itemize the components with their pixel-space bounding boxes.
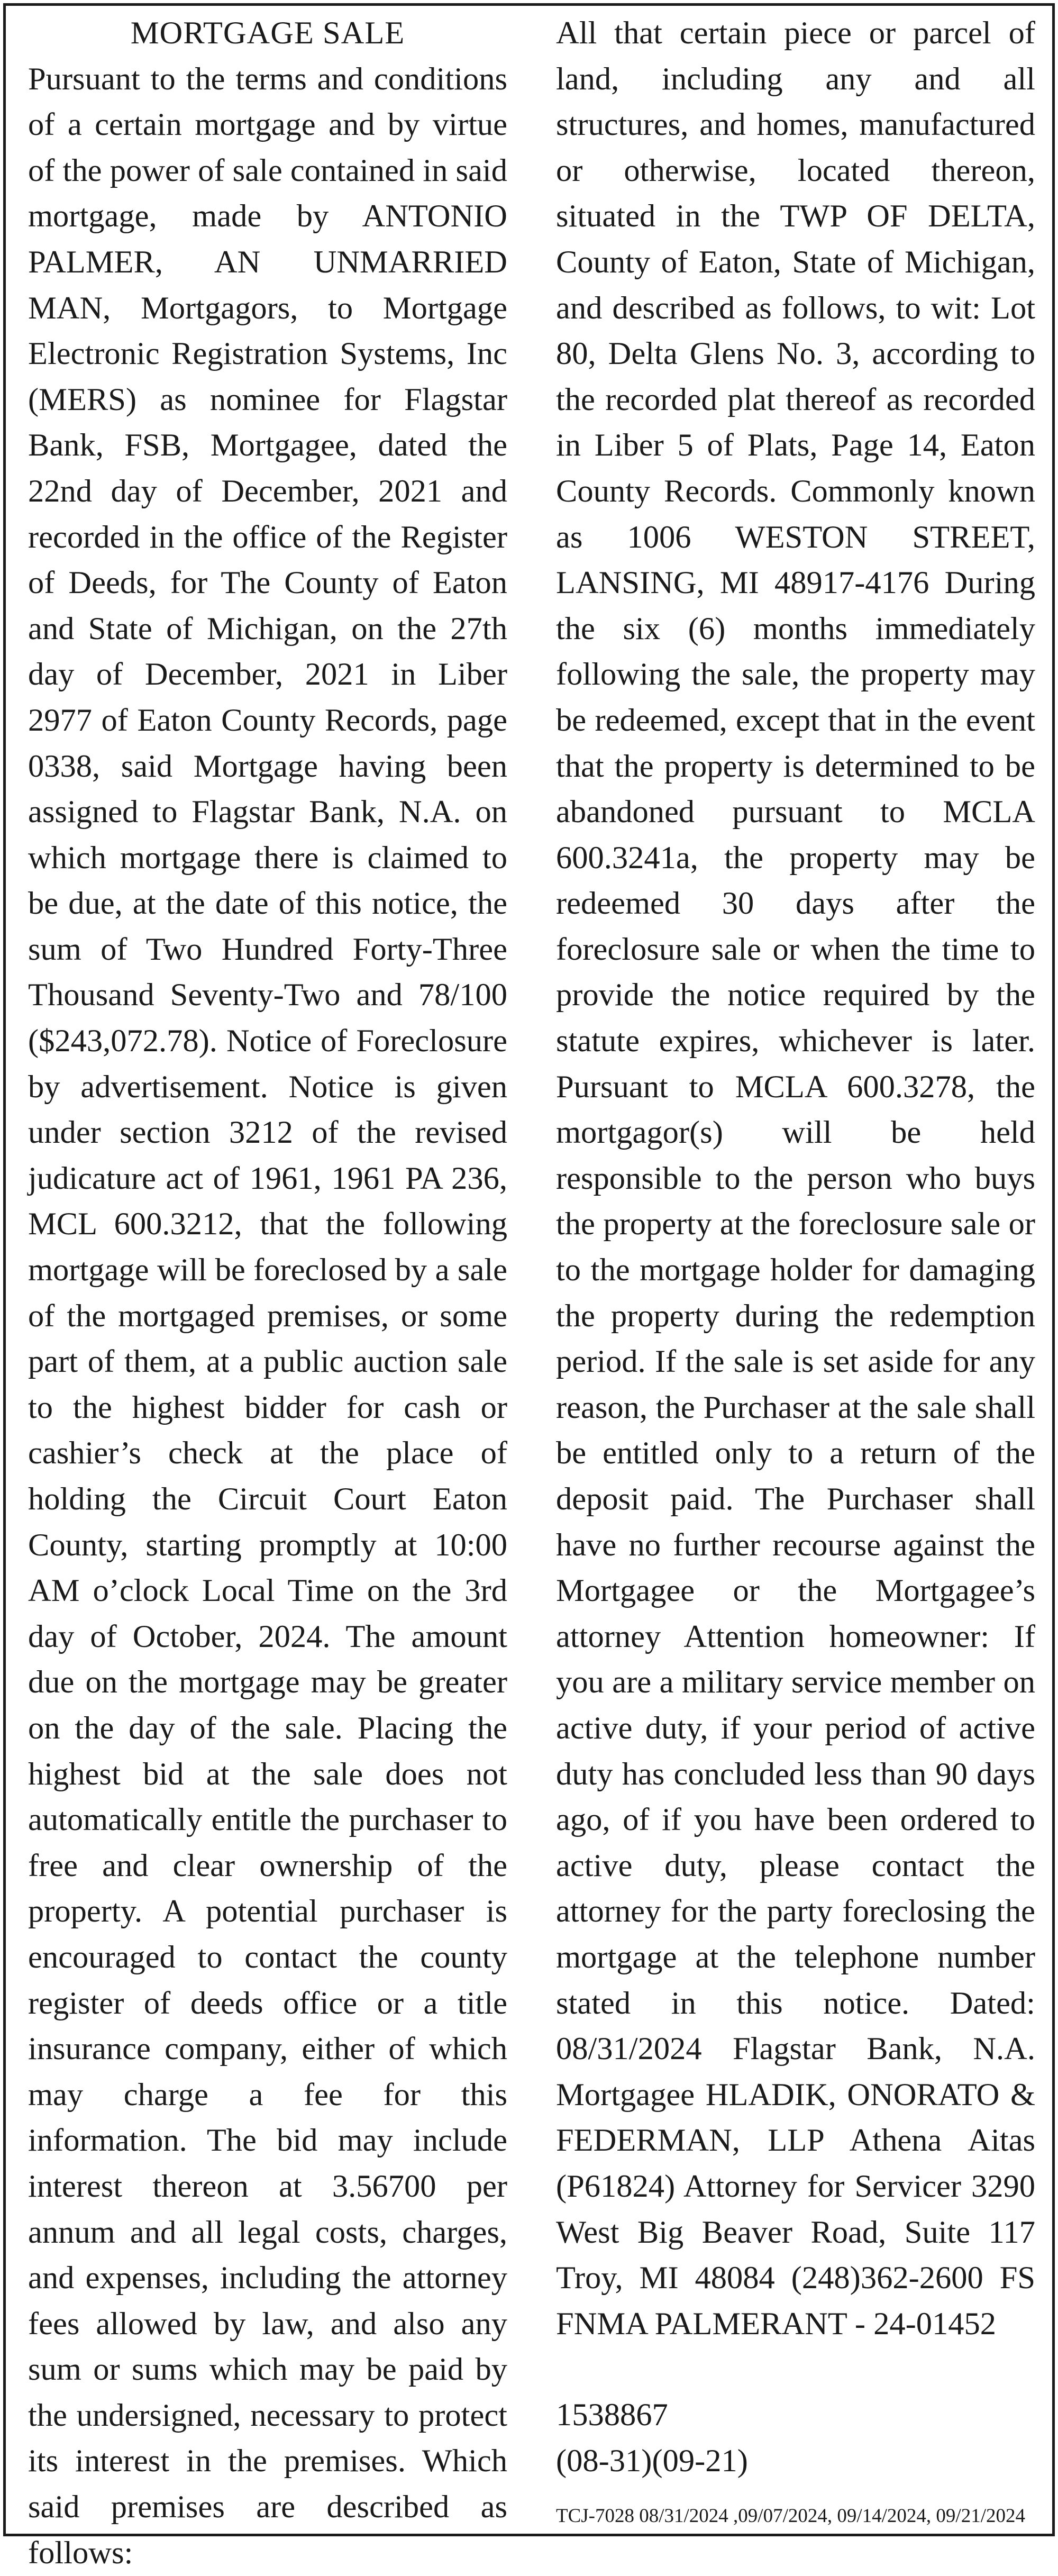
ad-number: 1538867 <box>556 2397 668 2433</box>
notice-body-right: All that certain piece or parcel of land, including any and all structures, and homes, manufactured or otherwise, located thereon, situated in the TWP OF DELTA, County of Eaton, State of Michigan, and described as follows, to wit: Lot 80, Delta Glens No. 3, according to the recorded plat thereof as recorded in Liber 5 of Plats, Page 14, Eaton County Records. Commonly known as 1006 WESTON STREET, LANSING, MI 48917-4176 During the six (6) months immediately following the sale, the property may be redeemed, except that in the event that the property is determined to be abandoned pursuant to MCLA 600.3241a, the property may be redeemed 30 days after the foreclosure sale or when the time to provide the notice required by the statute expires, whichever is later. Pursuant to MCLA 600.3278, the mortgagor(s) will be held responsible to the person who buys the property at the foreclosure sale or to the mortgage holder for damaging the property during the redemption period. If the sale is set aside for any reason, the Purchaser at the sale shall be entitled only to a return of the deposit paid. The Purchaser shall have no further recourse against the Mortgagee or the Mortgagee’s attorney Attention homeowner: If you are a military service member on active duty, if your period of active duty has concluded less than 90 days ago, of if you have been ordered to active duty, please contact the attorney for the party foreclosing the mortgage at the telephone number stated in this notice. Dated: 08/31/2024 Flagstar Bank, N.A. Mortgagee HLADIK, ONORATO & FEDERMAN, LLP Athena Aitas (P61824) Attorney for Servicer 3290 West Big Beaver Road, Suite 117 Troy, MI 48084 (248)362-2600 FS FNMA PALMERANT - 24-01452 <box>556 15 1035 2342</box>
notice-column-right <box>556 11 1035 2529</box>
notice-column-left <box>28 11 507 2576</box>
run-dates-tag: TCJ-7028 08/31/2024 ,09/07/2024, 09/14/2024, 09/21/2024 <box>556 2505 1025 2527</box>
notice-body-left: Pursuant to the terms and conditions of a certain mortgage and by virtue of the power of sale contained in said mortgage, made by ANTONIO PALMER, AN UNMARRIED MAN, Mortgagors, to Mortgage Electronic Registration Systems, Inc (MERS) as nominee for Flagstar Bank, FSB, Mortgagee, dated the 22nd day of December, 2021 and recorded in the office of the Register of Deeds, for The County of Eaton and State of Michigan, on the 27th day of December, 2021 in Liber 2977 of Eaton County Records, page 0338, said Mortgage having been assigned to Flagstar Bank, N.A. on which mortgage there is claimed to be due, at the date of this notice, the sum of Two Hundred Forty-Three Thousand Seventy-Two and 78/100 ($243,072.78). Notice of Foreclosure by advertisement. Notice is given under section 3212 of the revised judicature act of 1961, 1961 PA 236, MCL 600.3212, that the following mortgage will be foreclosed by a sale of the mortgaged premises, or some part of them, at a public auction sale to the highest bidder for cash or cashier’s check at the place of holding the Circuit Court Eaton County, starting promptly at 10:00 AM o’clock Local Time on the 3rd day of October, 2024. The amount due on the mortgage may be greater on the day of the sale. Placing the highest bid at the sale does not automatically entitle the purchaser to free and clear ownership of the property. A potential purchaser is encouraged to contact the county register of deeds office or a title insurance company, either of which may charge a fee for this information. The bid may include interest thereon at 3.56700 per annum and all legal costs, charges, and expenses, including the attorney fees allowed by law, and also any sum or sums which may be paid by the undersigned, necessary to protect its interest in the premises. Which said premises are described as follows: <box>28 61 507 2571</box>
publication-range: (08-31)(09-21) <box>556 2443 748 2479</box>
notice-title: MORTGAGE SALE <box>130 15 405 51</box>
